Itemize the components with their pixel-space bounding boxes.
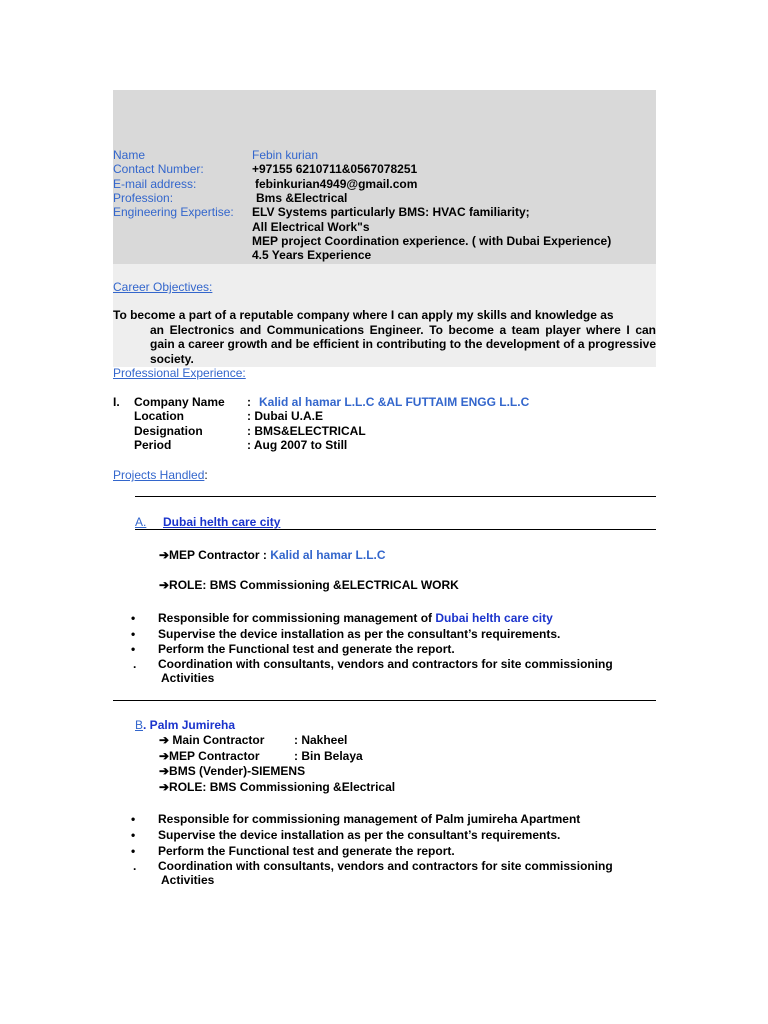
expertise-label: Engineering Expertise: xyxy=(113,205,234,219)
company-label: Company Name xyxy=(134,395,225,409)
contact-value: +97155 6210711&0567078251 xyxy=(252,162,418,176)
profession-label: Profession: xyxy=(113,191,174,205)
project-a-letter: A. xyxy=(135,515,147,529)
project-b-title: . Palm Jumireha xyxy=(143,718,236,732)
dot-marker: . xyxy=(133,657,137,671)
expertise-line: All Electrical Work"s xyxy=(252,220,370,234)
main-contractor-value: : Nakheel xyxy=(294,733,348,747)
project-b-role: ➔ROLE: BMS Commissioning &Electrical xyxy=(159,780,396,794)
resp-highlight: Dubai helth care city xyxy=(435,611,553,625)
objective-first-line: To become a part of a reputable company where I can apply my skills and knowledge as xyxy=(113,308,614,322)
list-item: Perform the Functional test and generate the report. xyxy=(158,844,455,858)
expertise-line: 4.5 Years Experience xyxy=(252,248,372,262)
profession-value: Bms &Electrical xyxy=(256,191,348,205)
projects-handled-heading xyxy=(113,468,208,482)
career-objective-paragraph xyxy=(113,308,656,366)
professional-experience-heading: Professional Experience: xyxy=(113,366,246,380)
period-label: Period xyxy=(134,438,172,452)
mep-contractor-label: ➔MEP Contractor xyxy=(159,749,260,763)
projects-heading-colon: : xyxy=(204,468,208,482)
list-item: Responsible for commissioning management of Palm jumireha Apartment xyxy=(158,812,581,826)
company-separator: : xyxy=(247,395,251,409)
resp-prefix: Responsible for commissioning management of xyxy=(158,611,433,625)
divider xyxy=(135,529,656,530)
project-a-role: ➔ROLE: BMS Commissioning &ELECTRICAL WORK xyxy=(159,578,459,592)
experience-numeral: I. xyxy=(113,395,120,409)
list-item-continuation: Activities xyxy=(161,873,215,887)
objective-rest-text: an Electronics and Communications Engineer. To become a team player where I can gain a career growth and be efficient in contributing to the development of a progressive society. xyxy=(150,322,656,366)
contractor-value: Kalid al hamar L.L.C xyxy=(270,548,386,562)
list-item: Supervise the device installation as per the consultant’s requirements. xyxy=(158,627,561,641)
expertise-line: MEP project Coordination experience. ( with Dubai Experience) xyxy=(252,234,612,248)
location-value: : Dubai U.A.E xyxy=(247,409,324,423)
designation-label: Designation xyxy=(134,424,203,438)
career-objectives-heading: Career Objectives: xyxy=(113,280,213,294)
name-label: Name xyxy=(113,148,146,162)
divider xyxy=(113,700,656,701)
project-a-title: Dubai helth care city xyxy=(163,515,281,529)
project-b-letter: B xyxy=(135,718,144,732)
project-a-contractor xyxy=(159,548,386,562)
bullet: • xyxy=(131,627,136,641)
divider xyxy=(135,496,656,497)
main-contractor-label: ➔ Main Contractor xyxy=(159,733,265,747)
company-value: Kalid al hamar L.L.C &AL FUTTAIM ENGG L.L.C xyxy=(259,395,530,409)
mep-contractor-value: : Bin Belaya xyxy=(294,749,363,763)
contact-label: Contact Number: xyxy=(113,162,204,176)
projects-heading-text: Projects Handled xyxy=(113,468,205,482)
bullet: • xyxy=(131,828,136,842)
expertise-line: ELV Systems particularly BMS: HVAC familiarity; xyxy=(252,205,530,219)
list-item xyxy=(158,611,553,625)
list-item: Perform the Functional test and generate the report. xyxy=(158,642,455,656)
bullet: • xyxy=(131,642,136,656)
location-label: Location xyxy=(134,409,184,423)
period-value: : Aug 2007 to Still xyxy=(247,438,348,452)
contractor-label: ➔MEP Contractor : xyxy=(159,548,267,562)
bullet: • xyxy=(131,611,136,625)
email-label: E-mail address: xyxy=(113,177,197,191)
list-item: Coordination with consultants, vendors and contractors for site commissioning xyxy=(158,657,613,671)
designation-value: : BMS&ELECTRICAL xyxy=(247,424,366,438)
list-item: Supervise the device installation as per the consultant’s requirements. xyxy=(158,828,561,842)
list-item: Coordination with consultants, vendors and contractors for site commissioning xyxy=(158,859,613,873)
name-value: Febin kurian xyxy=(252,148,319,162)
email-value: febinkurian4949@gmail.com xyxy=(255,177,418,191)
bms-vendor: ➔BMS (Vender)-SIEMENS xyxy=(159,764,306,778)
bullet: • xyxy=(131,844,136,858)
project-b-heading xyxy=(135,718,235,732)
dot-marker: . xyxy=(133,859,137,873)
list-item-continuation: Activities xyxy=(161,671,215,685)
bullet: • xyxy=(131,812,136,826)
